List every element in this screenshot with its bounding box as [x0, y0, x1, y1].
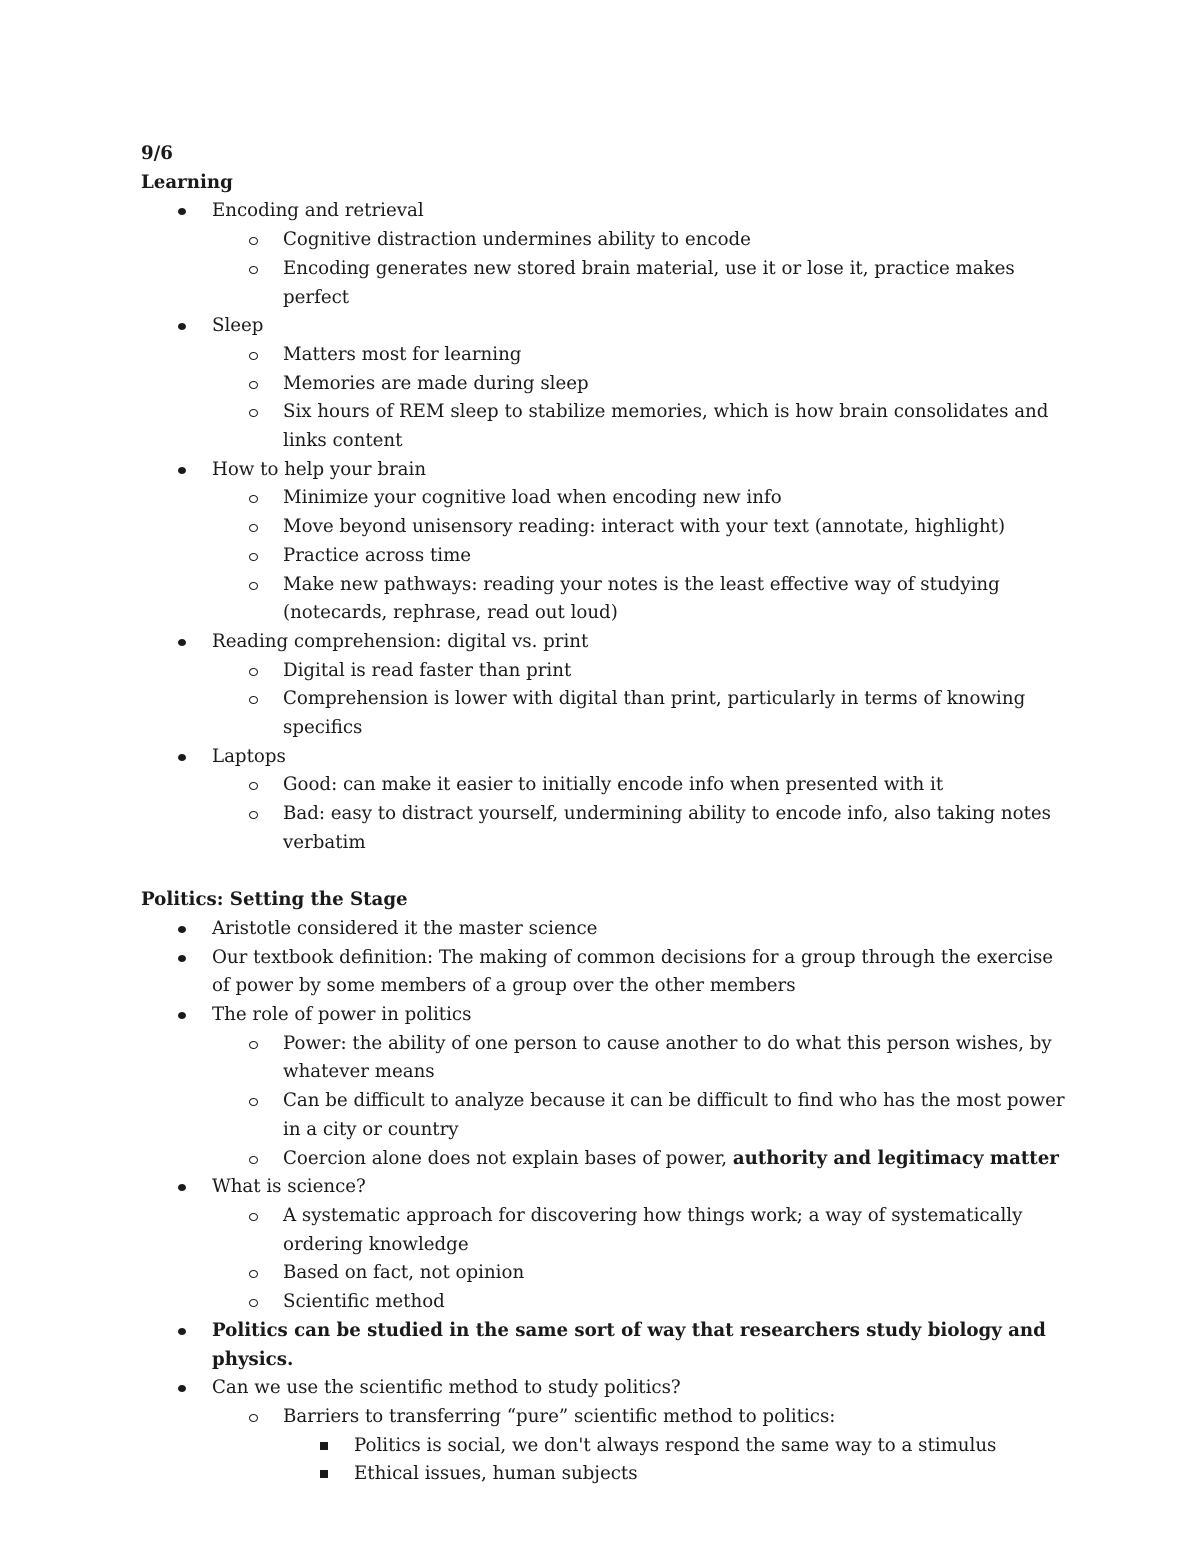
sub-list-item-text: Memories are made during sleep: [283, 372, 589, 394]
list-item-text: Our textbook definition: The making of common decisions for a group through the exercise of power by some members of a group over the other members: [212, 946, 1054, 997]
sub-list-item: [212, 1145, 1071, 1174]
sub-list: [212, 484, 1071, 628]
list-item-text: Laptops: [212, 745, 286, 767]
sub-list-item-text: Matters most for learning: [283, 343, 522, 365]
sub-list: [212, 657, 1071, 743]
sub-list-item: [212, 1403, 1071, 1489]
sub-sub-list-item: [283, 1460, 1071, 1489]
list-item: [141, 743, 1071, 858]
sub-list-item: [212, 484, 1071, 513]
sub-list-item: [212, 370, 1071, 399]
learning-heading: Learning: [141, 171, 233, 193]
sub-list-item-text: Barriers to transferring “pure” scientific method to politics:: [283, 1405, 836, 1427]
sub-list-item-text: Six hours of REM sleep to stabilize memories, which is how brain consolidates and links content: [283, 401, 1049, 452]
sub-list-item: [212, 657, 1071, 686]
sub-list-item-text: Practice across time: [283, 544, 472, 566]
list-item-text: Aristotle considered it the master science: [212, 917, 598, 939]
sub-list: [212, 771, 1071, 857]
list-item-text: Sleep: [212, 315, 264, 337]
sub-sub-list-item-text: Ethical issues, human subjects: [354, 1463, 638, 1485]
politics-list: [141, 915, 1071, 1489]
list-item-text: How to help your brain: [212, 458, 427, 480]
sub-list-item-text: Based on fact, not opinion: [283, 1262, 525, 1284]
list-item: [141, 312, 1071, 456]
politics-heading: Politics: Setting the Stage: [141, 889, 408, 911]
sub-sub-list: [283, 1432, 1071, 1489]
sub-list-item: [212, 800, 1071, 857]
list-item: [141, 456, 1071, 628]
sub-sub-list-item: [283, 1432, 1071, 1461]
bold-emphasis-text: Politics can be studied in the same sort of way that researchers study biology and physics.: [212, 1319, 1046, 1370]
sub-list-item-text: A systematic approach for discovering how things work; a way of systematically ordering knowledge: [283, 1205, 1023, 1255]
sub-list-item-text: Encoding generates new stored brain material, use it or lose it, practice makes perfect: [283, 257, 1015, 308]
sub-list-item-text: Digital is read faster than print: [283, 659, 572, 681]
sub-list-item-text: Make new pathways: reading your notes is the least effective way of studying (notecards, rephrase, read out loud): [283, 573, 1000, 624]
list-item: [141, 197, 1071, 312]
sub-list-item-text: Move beyond unisensory reading: interact with your text (annotate, highlight): [283, 516, 1006, 538]
sub-list-item-text: Scientific method: [283, 1291, 445, 1313]
sub-list-item-text: Cognitive distraction undermines ability to encode: [283, 229, 751, 251]
sub-list-item-text: Comprehension is lower with digital than print, particularly in terms of knowing specifics: [283, 688, 1026, 739]
list-item: [141, 628, 1071, 743]
sub-list: [212, 1030, 1071, 1174]
sub-list-item: [212, 341, 1071, 370]
sub-list-item-text: Bad: easy to distract yourself, undermining ability to encode info, also taking notes verbatim: [283, 803, 1051, 853]
sub-list-item-text: Can be difficult to analyze because it can be difficult to find who has the most power in a city or country: [283, 1090, 1065, 1140]
list-item: [141, 944, 1071, 1001]
list-item: [141, 1374, 1071, 1489]
sub-list: [212, 1202, 1071, 1317]
bold-emphasis-text: authority and legitimacy matter: [732, 1147, 1059, 1169]
sub-list-item: [212, 226, 1071, 255]
list-item-text: Reading comprehension: digital vs. print: [212, 630, 589, 652]
learning-list: [141, 197, 1071, 857]
list-item-text: Can we use the scientific method to study politics?: [212, 1377, 681, 1399]
list-item: [141, 915, 1071, 944]
list-item-text: Encoding and retrieval: [212, 200, 424, 222]
date-heading: 9/6: [141, 143, 173, 164]
sub-list: [212, 1403, 1071, 1489]
sub-list-item: [212, 398, 1071, 455]
sub-list-item: [212, 771, 1071, 800]
sub-list-item: [212, 1259, 1071, 1288]
sub-list-item-text: Power: the ability of one person to cause another to do what this person wishes, by whatever means: [283, 1032, 1052, 1083]
sub-list-item: [212, 542, 1071, 571]
sub-list-item: [212, 685, 1071, 742]
sub-list-item: [212, 1087, 1071, 1144]
sub-list-item: [212, 1202, 1071, 1259]
sub-list-item: [212, 1288, 1071, 1317]
list-item-text: The role of power in politics: [212, 1004, 472, 1026]
list-item: [141, 1317, 1071, 1374]
section-spacer: [141, 858, 1071, 887]
list-item-text: What is science?: [212, 1176, 366, 1198]
list-item: [141, 1173, 1071, 1317]
sub-list-item: [212, 255, 1071, 312]
sub-list-item-text: Coercion alone does not explain bases of power,: [283, 1147, 733, 1169]
sub-list: [212, 226, 1071, 312]
sub-list-item-text: Good: can make it easier to initially encode info when presented with it: [283, 774, 944, 796]
sub-list-item: [212, 571, 1071, 628]
sub-list: [212, 341, 1071, 456]
sub-list-item-text: Minimize your cognitive load when encoding new info: [283, 487, 782, 509]
notes-page: [141, 140, 1071, 1489]
sub-list-item: [212, 513, 1071, 542]
sub-list-item: [212, 1030, 1071, 1087]
list-item: [141, 1001, 1071, 1173]
sub-sub-list-item-text: Politics is social, we don't always respond the same way to a stimulus: [354, 1434, 997, 1456]
